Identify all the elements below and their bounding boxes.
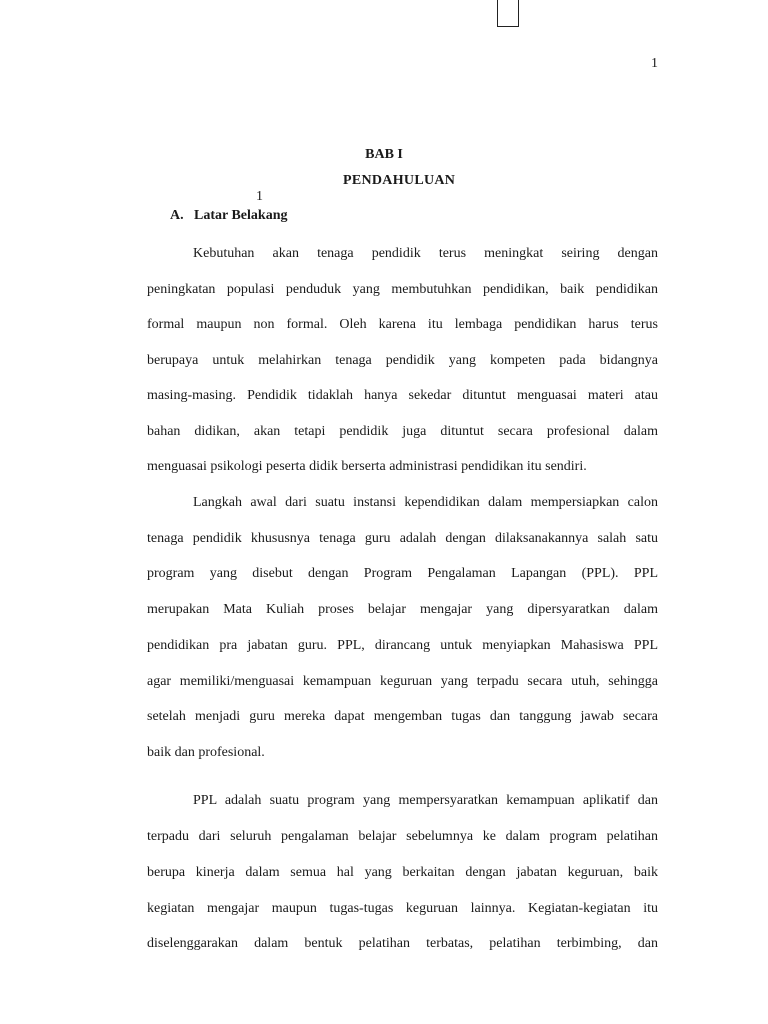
paragraph-1-line-6: bahan didikan, akan tetapi pendidik juga dituntut secara profesional dalam — [147, 424, 658, 439]
chapter-title: PENDAHULUAN — [343, 173, 456, 188]
paragraph-1-line-1: Kebutuhan akan tenaga pendidik terus meningkat seiring dengan — [193, 246, 658, 261]
paragraph-2-line-7: setelah menjadi guru mereka dapat mengemban tugas dan tanggung jawab secara — [147, 709, 658, 724]
section-heading — [170, 208, 287, 224]
header-box-mark — [497, 0, 519, 27]
footnote-mark: 1 — [256, 189, 263, 204]
paragraph-3-line-2: terpadu dari seluruh pengalaman belajar sebelumnya ke dalam program pelatihan — [147, 829, 658, 844]
paragraph-1-line-3: formal maupun non formal. Oleh karena itu lembaga pendidikan harus terus — [147, 317, 658, 332]
section-title: Latar Belakang — [194, 208, 288, 223]
paragraph-3-line-4: kegiatan mengajar maupun tugas-tugas keguruan lainnya. Kegiatan-kegiatan itu — [147, 901, 658, 916]
paragraph-2-line-3: program yang disebut dengan Program Pengalaman Lapangan (PPL). PPL — [147, 566, 658, 581]
paragraph-2-line-1: Langkah awal dari suatu instansi kependidikan dalam mempersiapkan calon — [193, 495, 658, 510]
paragraph-1-line-2: peningkatan populasi penduduk yang membutuhkan pendidikan, baik pendidikan — [147, 282, 658, 297]
paragraph-3-line-1: PPL adalah suatu program yang mempersyaratkan kemampuan aplikatif dan — [193, 793, 658, 808]
paragraph-2-line-5: pendidikan pra jabatan guru. PPL, dirancang untuk menyiapkan Mahasiswa PPL — [147, 638, 658, 653]
paragraph-2-line-8: baik dan profesional. — [147, 745, 265, 760]
chapter-label: BAB I — [365, 147, 403, 162]
page-number: 1 — [651, 56, 658, 71]
paragraph-2-line-4: merupakan Mata Kuliah proses belajar mengajar yang dipersyaratkan dalam — [147, 602, 658, 617]
paragraph-1-line-7: menguasai psikologi peserta didik berserta administrasi pendidikan itu sendiri. — [147, 459, 587, 474]
paragraph-1-line-4: berupaya untuk melahirkan tenaga pendidik yang kompeten pada bidangnya — [147, 353, 658, 368]
paragraph-3-line-3: berupa kinerja dalam semua hal yang berkaitan dengan jabatan keguruan, baik — [147, 865, 658, 880]
paragraph-2-line-6: agar memiliki/menguasai kemampuan keguruan yang terpadu secara utuh, sehingga — [147, 674, 658, 689]
paragraph-2-line-2: tenaga pendidik khususnya tenaga guru adalah dengan dilaksanakannya salah satu — [147, 531, 658, 546]
paragraph-1-line-5: masing-masing. Pendidik tidaklah hanya sekedar dituntut menguasai materi atau — [147, 388, 658, 403]
section-number: A. — [170, 208, 184, 223]
paragraph-3-line-5: diselenggarakan dalam bentuk pelatihan terbatas, pelatihan terbimbing, dan — [147, 936, 658, 951]
